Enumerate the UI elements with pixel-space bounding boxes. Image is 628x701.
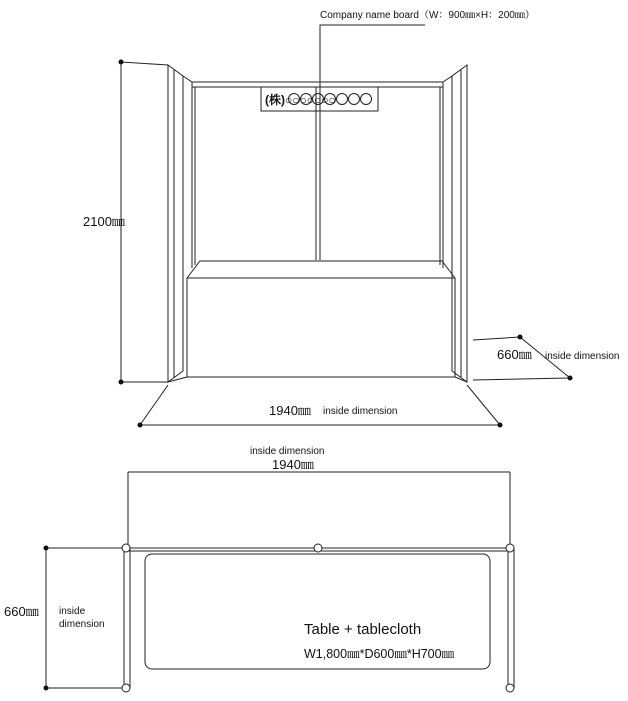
- top-width-value: 1940㎜: [272, 457, 314, 472]
- table-title: Table + tablecloth: [304, 621, 422, 638]
- top-width-note: inside dimension: [250, 446, 325, 457]
- depth-dimension-value: 660㎜: [497, 347, 532, 362]
- board-leader-line: [320, 25, 425, 99]
- table-spec: W1,800㎜*D600㎜*H700㎜: [304, 647, 455, 661]
- right-side-panel: [452, 65, 467, 382]
- top-view-right-wall: [508, 548, 514, 688]
- depth-dimension-note: inside dimension: [545, 351, 620, 362]
- top-depth-note-line2: dimension: [59, 619, 105, 630]
- width-dimension-value: 1940㎜: [269, 403, 311, 418]
- board-dimension-label: Company name board（W：900㎜×H：200㎜）: [320, 10, 535, 21]
- top-frame: [183, 76, 452, 82]
- top-depth-value: 660㎜: [4, 604, 39, 619]
- top-depth-note-line1: inside: [59, 606, 86, 617]
- height-dimension-label: 2100㎜: [83, 214, 125, 229]
- post-joints: [122, 544, 514, 692]
- width-dimension-note: inside dimension: [323, 406, 398, 417]
- top-view-left-wall: [124, 548, 130, 688]
- left-side-panel: [168, 65, 183, 382]
- board-company-text: (株)○○○○○○○: [265, 93, 336, 107]
